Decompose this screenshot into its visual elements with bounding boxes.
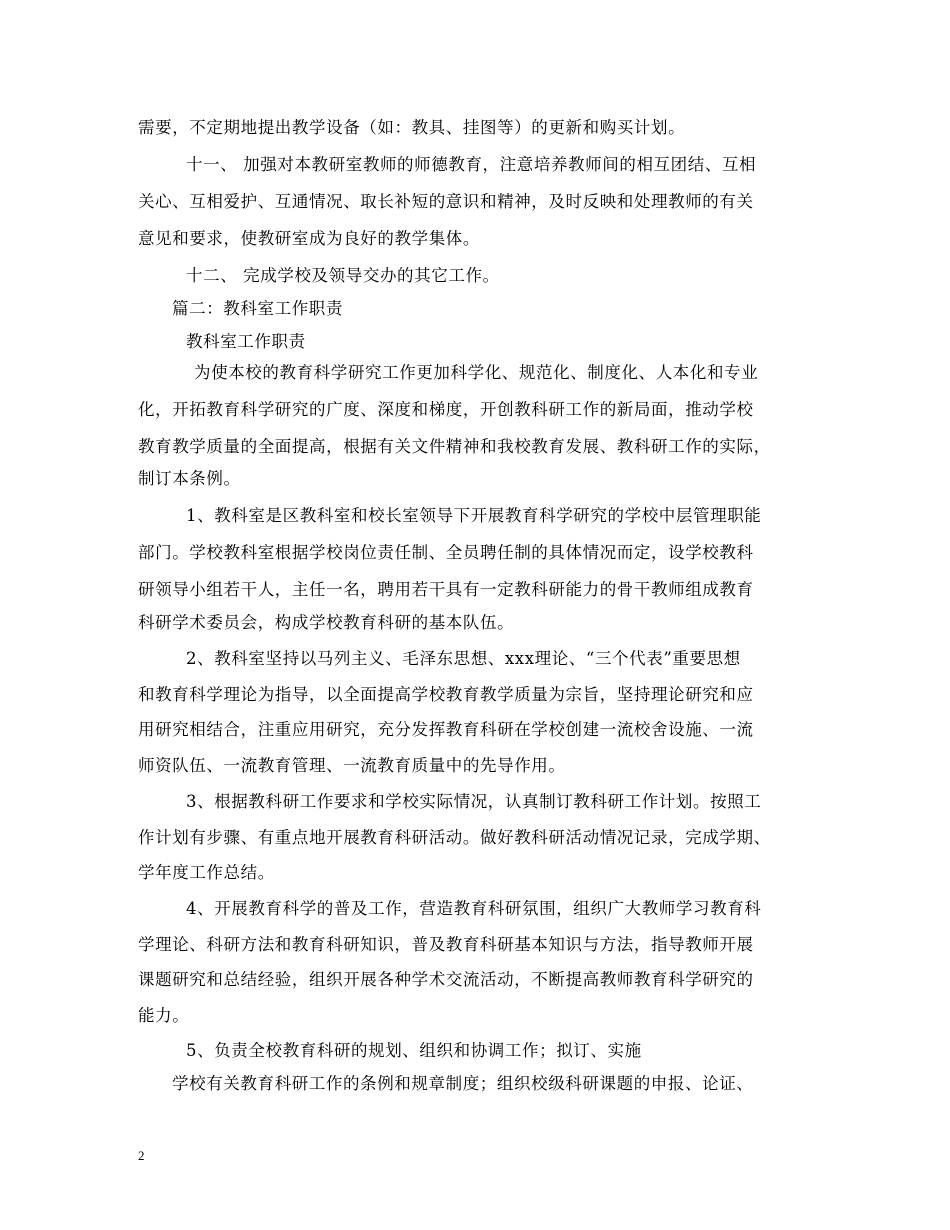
- text-line-21: 作计划有步骤、有重点地开展教育科研活动。做好教科研活动情况记录，完成学期、: [138, 828, 771, 847]
- text-line-17: 和教育科学理论为指导，以全面提高学校教育教学质量为宗旨，坚持理论研究和应: [138, 685, 754, 704]
- text-line-12: 1、教科室是区教科室和校长室领导下开展教育科学研究的学校中层管理职能: [186, 506, 762, 525]
- text-line-10: 教育教学质量的全面提高，根据有关文件精神和我校教育发展、教科研工作的实际，: [138, 437, 771, 456]
- text-line-5: 十二、 完成学校及领导交办的其它工作。: [186, 266, 500, 285]
- text-line-22: 学年度工作总结。: [138, 863, 275, 882]
- text-line-16: 2、教科室坚持以马列主义、毛泽东思想、xxx理论、“三个代表”重要思想: [186, 649, 741, 668]
- text-line-24: 学理论、科研方法和教育科研知识，普及教育科研基本知识与方法，指导教师开展: [138, 935, 754, 954]
- text-line-1: 需要，不定期地提出教学设备（如：教具、挂图等）的更新和购买计划。: [138, 118, 686, 137]
- text-line-26: 能力。: [138, 1006, 190, 1025]
- text-line-23: 4、开展教育科学的普及工作，营造教育科研氛围，组织广大教师学习教育科: [186, 899, 762, 918]
- page-number: 2: [138, 1148, 145, 1163]
- text-line-2: 十一、 加强对本教研室教师的师德教育，注意培养教师间的相互团结、互相: [186, 155, 757, 174]
- text-line-3: 关心、互相爱护、互通情况、取长补短的意识和精神，及时反映和处理教师的有关: [138, 192, 754, 211]
- text-line-20: 3、根据教科研工作要求和学校实际情况，认真制订教科研工作计划。按照工: [186, 792, 762, 811]
- text-line-9: 化，开拓教育科学研究的广度、深度和梯度，开创教科研工作的新局面，推动学校: [138, 400, 754, 419]
- section-heading: 篇二：教科室工作职责: [172, 299, 343, 318]
- text-line-15: 科研学术委员会，构成学校教育科研的基本队伍。: [138, 613, 515, 632]
- text-line-11: 制订本条例。: [138, 469, 241, 488]
- text-line-4: 意见和要求，使教研室成为良好的教学集体。: [138, 229, 480, 248]
- text-line-19: 师资队伍、一流教育管理、一流教育质量中的先导作用。: [138, 756, 566, 775]
- text-line-28: 学校有关教育科研工作的条例和规章制度；组织校级科研课题的申报、论证、: [172, 1074, 754, 1093]
- text-line-27: 5、负责全校教育科研的规划、组织和协调工作；拟订、实施: [186, 1041, 642, 1060]
- text-line-8: 为使本校的教育科学研究工作更加科学化、规范化、制度化、人本化和专业: [194, 363, 759, 382]
- text-line-14: 研领导小组若干人，主任一名，聘用若干具有一定教科研能力的骨干教师组成教育: [138, 580, 754, 599]
- text-line-25: 课题研究和总结经验，组织开展各种学术交流活动，不断提高教师教育科学研究的: [138, 970, 754, 989]
- text-line-18: 用研究相结合，注重应用研究，充分发挥教育科研在学校创建一流校舍设施、一流: [138, 720, 754, 739]
- section-subheading: 教科室工作职责: [186, 332, 306, 351]
- text-line-13: 部门。学校教科室根据学校岗位责任制、全员聘任制的具体情况而定，设学校教科: [138, 543, 754, 562]
